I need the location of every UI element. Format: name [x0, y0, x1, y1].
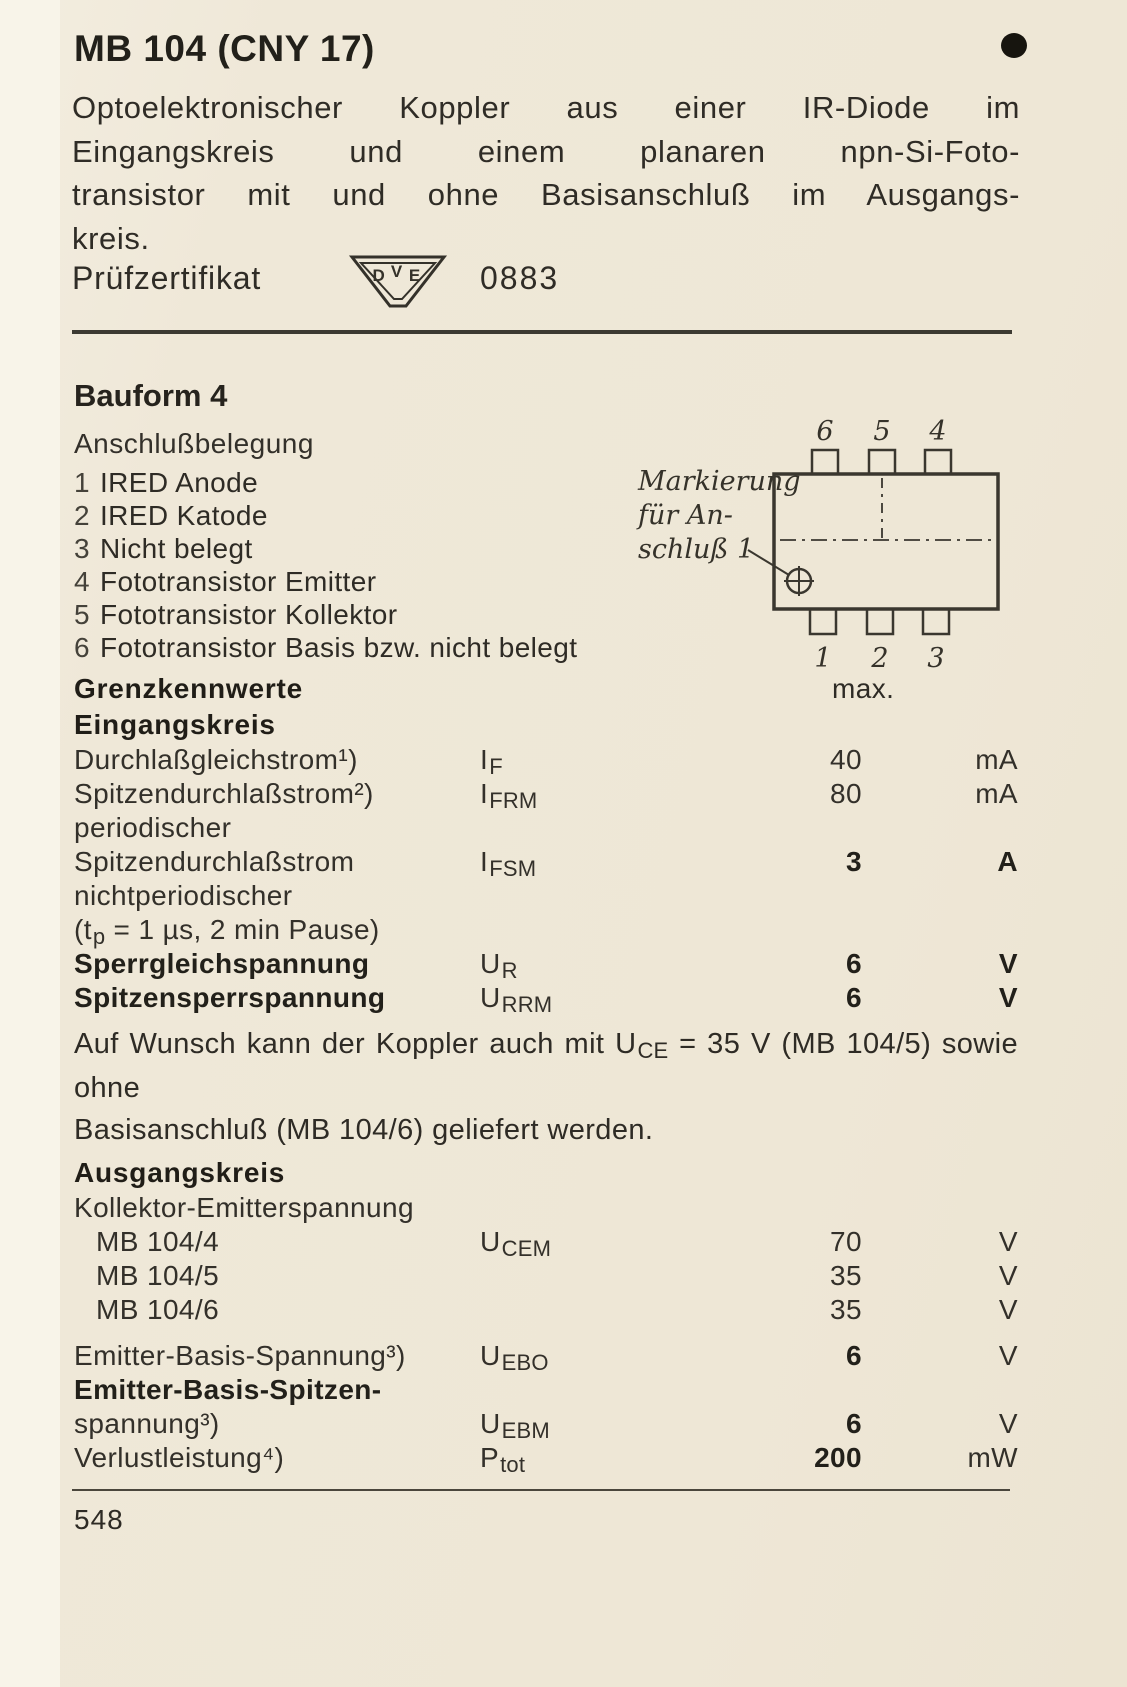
- param-unit: mW: [967, 1442, 1018, 1473]
- bauform-heading: Bauform 4: [74, 378, 228, 413]
- param-label: Verlustleistung⁴): [74, 1442, 285, 1473]
- marking-note-line1: Markierung: [638, 466, 801, 497]
- pin-number: 4: [74, 566, 90, 597]
- table-row: [74, 777, 1018, 811]
- pin-name: Nicht belegt: [100, 533, 253, 564]
- param-value: 40: [830, 744, 862, 775]
- pin-list-item: [74, 565, 577, 598]
- pin-name: Fototransistor Kollektor: [100, 599, 398, 630]
- table-row: [74, 1191, 1018, 1225]
- param-symbol: $U_{RRM}$: [480, 982, 553, 1017]
- pin-number: 5: [74, 599, 90, 630]
- param-value: 6: [846, 1340, 862, 1371]
- top-pin-number: 6: [816, 418, 834, 447]
- table-row: [74, 845, 1018, 879]
- page-title: MB 104 (CNY 17): [74, 28, 375, 69]
- param-label: spannung³): [74, 1408, 220, 1439]
- param-label: Kollektor-Emitterspannung: [74, 1192, 414, 1223]
- bottom-pin-number: 3: [927, 643, 945, 674]
- table-row: [74, 811, 1018, 845]
- param-symbol: $U_R$: [480, 948, 518, 983]
- option-note: [74, 1023, 1018, 1151]
- table-row: [74, 913, 1018, 947]
- table-row: [74, 743, 1018, 777]
- page-number: 548: [74, 1504, 124, 1535]
- param-value: 3: [846, 846, 862, 877]
- pin-number: 2: [74, 500, 90, 531]
- pin-number: 3: [74, 533, 90, 564]
- param-value: 6: [846, 1408, 862, 1439]
- table-row: [74, 1259, 1018, 1293]
- param-label: nichtperiodischer: [74, 880, 293, 911]
- option-note-line1: Auf Wunsch kann der Koppler auch mit $U_{CE} = 35$ V (MB 104/5) sowie ohne: [74, 1028, 1018, 1104]
- pin-name: Fototransistor Basis bzw. nicht belegt: [100, 632, 578, 663]
- param-symbol: $I_{FRM}$: [480, 778, 538, 813]
- table-row: [74, 879, 1018, 913]
- param-label: Emitter-Basis-Spitzen-: [74, 1374, 382, 1405]
- pin-name: Fototransistor Emitter: [100, 566, 377, 597]
- marking-note-line2: für An-: [638, 500, 733, 531]
- pin-name: IRED Anode: [100, 467, 259, 498]
- pin-1: [810, 609, 836, 634]
- param-label: Emitter-Basis-Spannung³): [74, 1340, 406, 1371]
- param-unit: V: [998, 1226, 1018, 1257]
- param-unit: V: [998, 1340, 1018, 1371]
- param-symbol: $P_{tot}$: [480, 1442, 526, 1477]
- param-label: Spitzendurchlaßstrom: [74, 846, 355, 877]
- param-value: 80: [830, 778, 862, 809]
- param-unit: V: [998, 982, 1018, 1013]
- pin-3: [923, 609, 949, 634]
- param-symbol: $I_{FSM}$: [480, 846, 537, 881]
- paper-edge: [0, 0, 60, 1687]
- vde-letter-e: E: [408, 266, 422, 285]
- param-label: periodischer: [74, 812, 232, 843]
- table-row: [74, 1373, 1018, 1407]
- table-row: [74, 1407, 1018, 1441]
- package-diagram: [626, 418, 1018, 679]
- param-label: Sperrgleichspannung: [74, 948, 370, 979]
- pin-list-item: [74, 598, 577, 631]
- param-label: MB 104/4: [96, 1226, 220, 1257]
- param-symbol: $U_{EBO}$: [480, 1340, 549, 1375]
- pin-list-item: [74, 499, 577, 532]
- param-label: Spitzensperrspannung: [74, 982, 386, 1013]
- limits-header: [74, 670, 1018, 707]
- pin-5: [869, 450, 895, 474]
- description-line: Optoelektronischer Koppler aus einer IR-Diode im: [72, 90, 1020, 125]
- param-symbol: $I_F$: [480, 744, 503, 779]
- param-unit: mA: [975, 778, 1018, 809]
- max-column-header: max.: [832, 673, 895, 704]
- param-label: ($t_p = 1$ µs, 2 min Pause): [74, 914, 380, 949]
- param-unit: mA: [975, 744, 1018, 775]
- param-unit: V: [998, 1408, 1018, 1439]
- limits-table: [74, 670, 1018, 1475]
- description: [72, 86, 1020, 260]
- pinout-heading: Anschlußbelegung: [74, 428, 314, 459]
- divider-rule-top: [72, 330, 1012, 334]
- vde-logo-icon: [344, 248, 452, 322]
- pin-4: [925, 450, 951, 474]
- table-row: [74, 981, 1018, 1015]
- bottom-pin-number: 1: [814, 643, 832, 674]
- param-value: 35: [830, 1260, 862, 1291]
- param-symbol: $U_{EBM}$: [480, 1408, 550, 1443]
- param-label: Durchlaßgleichstrom¹): [74, 744, 358, 775]
- bottom-pin-number: 2: [871, 643, 889, 674]
- input-section-heading: Eingangskreis: [74, 709, 276, 740]
- pin-list: [74, 466, 577, 664]
- param-unit: V: [998, 1294, 1018, 1325]
- pin-number: 6: [74, 632, 90, 663]
- table-row: [74, 1225, 1018, 1259]
- param-label: MB 104/5: [96, 1260, 220, 1291]
- certificate-number: 0883: [480, 260, 560, 296]
- output-section-heading: Ausgangskreis: [74, 1157, 286, 1188]
- table-row: [74, 1441, 1018, 1475]
- pin-name: IRED Katode: [100, 500, 268, 531]
- description-line: transistor mit und ohne Basisanschluß im Ausgangs-: [72, 177, 1020, 212]
- marking-note-line3: schluß 1: [638, 534, 755, 565]
- param-value: 35: [830, 1294, 862, 1325]
- vde-letter-v: V: [390, 262, 404, 281]
- vde-letter-d: D: [372, 266, 386, 285]
- table-row: [74, 1293, 1018, 1327]
- pin-list-item: [74, 631, 577, 664]
- certificate-label: Prüfzertifikat: [72, 260, 262, 296]
- description-line: Eingangskreis und einem planaren npn-Si-Foto-: [72, 133, 1020, 169]
- limits-title: Grenzkennwerte: [74, 673, 304, 704]
- option-note-line2: Basisanschluß (MB 104/6) geliefert werden.: [74, 1114, 654, 1146]
- param-label: Spitzendurchlaßstrom²): [74, 778, 374, 809]
- param-value: 70: [830, 1226, 862, 1257]
- pin-2: [867, 609, 893, 634]
- print-mark-dot: [1001, 33, 1027, 58]
- pin-number: 1: [74, 467, 90, 498]
- top-pin-number: 5: [873, 418, 891, 447]
- top-pin-number: 4: [929, 418, 947, 447]
- description-line: kreis.: [72, 220, 150, 256]
- pin-list-item: [74, 466, 577, 499]
- param-value: 6: [846, 982, 862, 1013]
- param-value: 6: [846, 948, 862, 979]
- param-symbol: $U_{CEM}$: [480, 1226, 552, 1261]
- param-unit: V: [998, 1260, 1018, 1291]
- param-value: 200: [814, 1442, 862, 1473]
- param-unit: A: [997, 846, 1018, 877]
- table-row: [74, 947, 1018, 981]
- param-unit: V: [998, 948, 1018, 979]
- pin-6: [812, 450, 838, 474]
- table-row: [74, 1339, 1018, 1373]
- param-label: MB 104/6: [96, 1294, 220, 1325]
- divider-rule-bottom: [72, 1489, 1010, 1491]
- certificate-line: [72, 248, 1020, 312]
- pin-list-item: [74, 532, 577, 565]
